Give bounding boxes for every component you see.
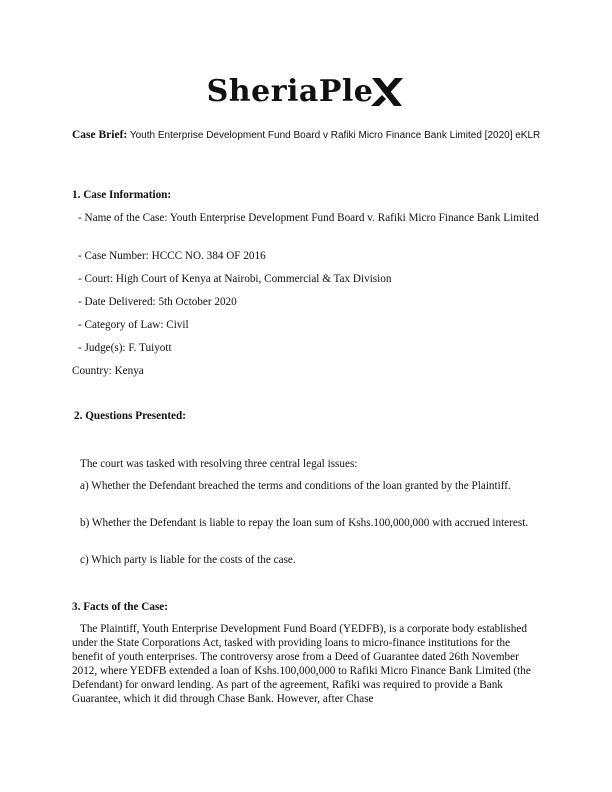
case-brief-text: Youth Enterprise Development Fund Board v Rafiki Micro Finance Bank Limited [2020] eKLR	[129, 130, 541, 141]
logo-x-icon	[369, 77, 405, 112]
case-brief-label: Case Brief:	[72, 129, 128, 141]
questions-intro: The court was tasked with resolving three central legal issues:	[80, 458, 358, 470]
case-date: - Date Delivered: 5th October 2020	[78, 296, 237, 308]
question-b: b) Whether the Defendant is liable to repay the loan sum of Kshs.100,000,000 with accrued interest.	[80, 517, 529, 529]
question-a: a) Whether the Defendant breached the terms and conditions of the loan granted by the Plaintiff.	[80, 480, 511, 492]
case-info-heading: 1. Case Information:	[72, 189, 172, 201]
case-number: - Case Number: HCCC NO. 384 OF 2016	[78, 250, 266, 262]
question-c: c) Which party is liable for the costs of the case.	[80, 554, 296, 566]
case-category: - Category of Law: Civil	[78, 319, 189, 331]
questions-heading: 2. Questions Presented:	[74, 410, 186, 422]
logo-text: SheriaPle	[206, 74, 374, 109]
sheriaplex-logo	[0, 74, 612, 112]
case-name: - Name of the Case: Youth Enterprise Development Fund Board v. Rafiki Micro Finance Bank Limited	[78, 212, 539, 224]
case-court: - Court: High Court of Kenya at Nairobi, Commercial & Tax Division	[78, 273, 392, 285]
facts-heading: 3. Facts of the Case:	[72, 601, 169, 613]
case-judge: - Judge(s): F. Tuiyott	[78, 342, 172, 354]
case-country: Country: Kenya	[72, 365, 144, 377]
facts-body: The Plaintiff, Youth Enterprise Development Fund Board (YEDFB), is a corporate body established under the State Corporations Act, tasked with providing loans to micro-finance institutions for the benefit of youth enterprises. The controversy arose from a Deed of Guarantee dated 26th November 2012, where YEDFB extended a loan of Kshs.100,000,000 to Rafiki Micro Finance Bank Limited (the Defendant) for onward lending. As part of the agreement, Rafiki was required to provide a Bank Guarantee, which it did through Chase Bank. However, after Chase	[72, 623, 531, 705]
case-brief-title	[72, 128, 542, 143]
